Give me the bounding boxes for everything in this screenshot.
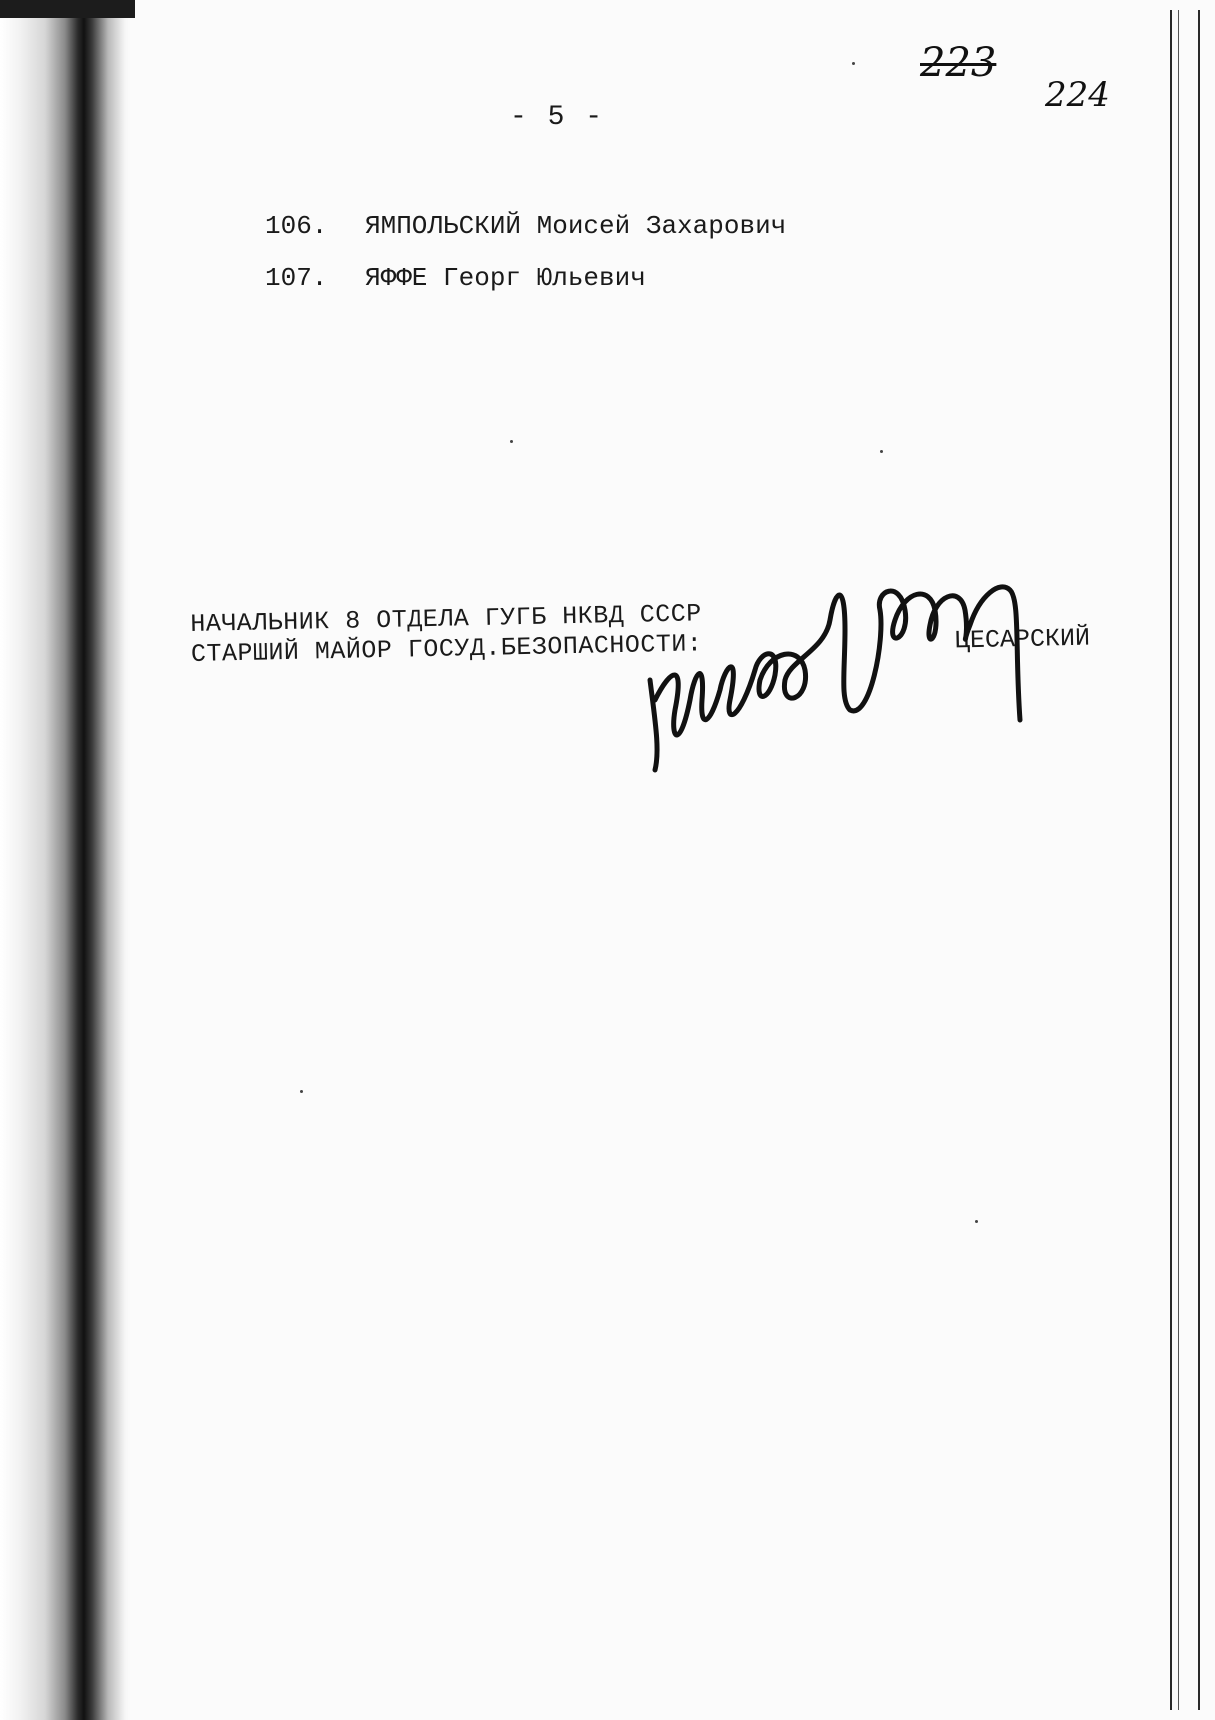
scan-speck [975,1220,978,1223]
scan-speck [510,440,513,443]
signature-title-block [190,599,703,670]
archive-number-new: 224 [1045,75,1110,115]
signer-name: ЦЕСАРСКИЙ [954,623,1091,656]
scan-top-bar [0,0,135,18]
signature-title-line-1: НАЧАЛЬНИК 8 ОТДЕЛА ГУГБ НКВД СССР [190,599,703,639]
handwritten-signature [630,550,1130,780]
list-item [265,200,786,252]
binding-shadow [0,0,130,1720]
page-edge-line [1170,10,1172,1710]
page-edge-line [1198,10,1200,1710]
scan-speck [880,450,883,453]
list-item-number: 106. [265,211,328,241]
page-number: - 5 - [510,102,605,133]
list-item-name: ЯФФЕ Георг Юльевич [365,263,646,293]
list-item-number: 107. [265,263,328,293]
signature-title-line-2: СТАРШИЙ МАЙОР ГОСУД.БЕЗОПАСНОСТИ: [190,629,703,669]
page-edge-line [1178,10,1179,1710]
scan-speck [852,62,855,65]
name-list [265,200,786,304]
scan-speck [300,1090,303,1093]
list-item [265,252,786,304]
archive-number-old: 223 [920,40,997,86]
list-item-name: ЯМПОЛЬСКИЙ Моисей Захарович [365,211,787,241]
